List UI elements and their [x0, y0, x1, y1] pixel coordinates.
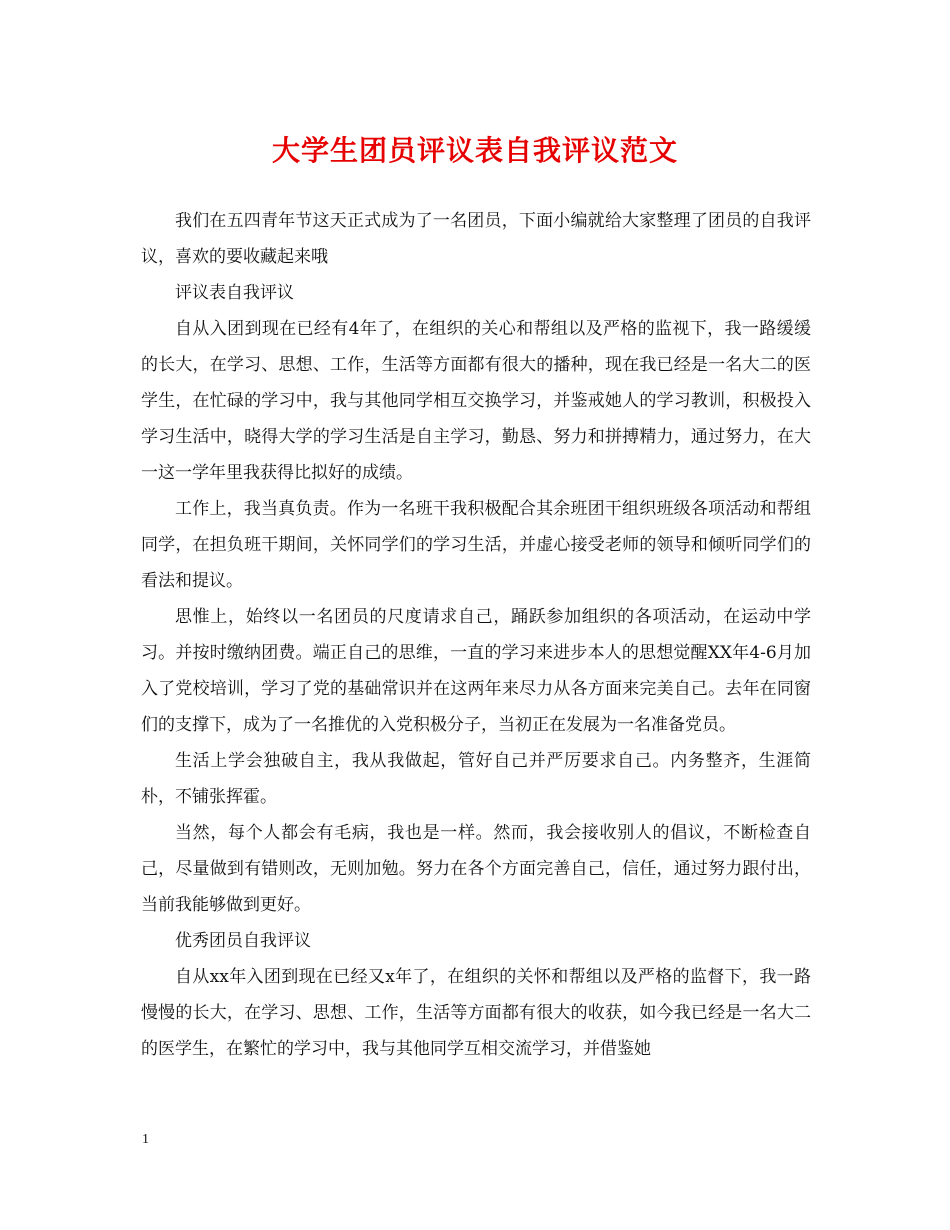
paragraph-intro: 我们在五四青年节这天正式成为了一名团员，下面小编就给大家整理了团员的自我评议，喜欢的要收藏起来哦: [141, 211, 811, 267]
paragraph-excellent-member: 自从xx年入团到现在已经又x年了，在组织的关怀和帮组以及严格的监督下，我一路慢慢的长大，在学习、思想、工作，生活等方面都有很大的收获，如今我已经是一名大二的医学生，在繁忙的学习中，我与其他同学互相交流学习，并借鉴她: [141, 967, 811, 1059]
paragraph-life: 生活上学会独破自主，我从我做起，管好自己并严厉要求自己。内务整齐，生涯简朴，不铺张挥霍。: [141, 751, 811, 807]
document-body: [141, 203, 811, 1067]
paragraph-study: 自从入团到现在已经有4年了，在组织的关心和帮组以及严格的监视下，我一路缓缓的长大，在学习、思想、工作，生活等方面都有很大的播种，现在我已经是一名大二的医学生，在忙碌的学习中，我与其他同学相互交换学习，并鉴戒她人的学习教训，积极投入学习生活中，晓得大学的学习生活是自主学习，勤恳、努力和拼搏精力，通过努力，在大一这一学年里我获得比拟好的成绩。: [141, 319, 811, 483]
paragraph-shortcomings: 当然，每个人都会有毛病，我也是一样。然而，我会接收别人的倡议，不断检查自己，尽量做到有错则改，无则加勉。努力在各个方面完善自己，信任，通过努力跟付出，当前我能够做到更好。: [141, 823, 811, 915]
paragraph-thought: 思惟上，始终以一名团员的尺度请求自己，踊跃参加组织的各项活动，在运动中学习。并按时缴纳团费。端正自己的思维，一直的学习来进步本人的思想觉醒XX年4-6月加入了党校培训，学习了党的基础常识并在这两年来尽力从各方面来完美自己。去年在同窗们的支撑下，成为了一名推优的入党积极分子，当初正在发展为一名准备党员。: [141, 607, 811, 735]
paragraph-work: 工作上，我当真负责。作为一名班干我积极配合其余班团干组织班级各项活动和帮组同学，在担负班干期间，关怀同学们的学习生活，并虚心接受老师的领导和倾听同学们的看法和提议。: [141, 499, 811, 591]
document-title: 大学生团员评议表自我评议范文: [271, 134, 678, 167]
page-number: 1: [142, 1132, 149, 1147]
section-heading-excellent-member: 优秀团员自我评议: [175, 931, 311, 951]
section-heading-evaluation-form: 评议表自我评议: [175, 283, 294, 303]
